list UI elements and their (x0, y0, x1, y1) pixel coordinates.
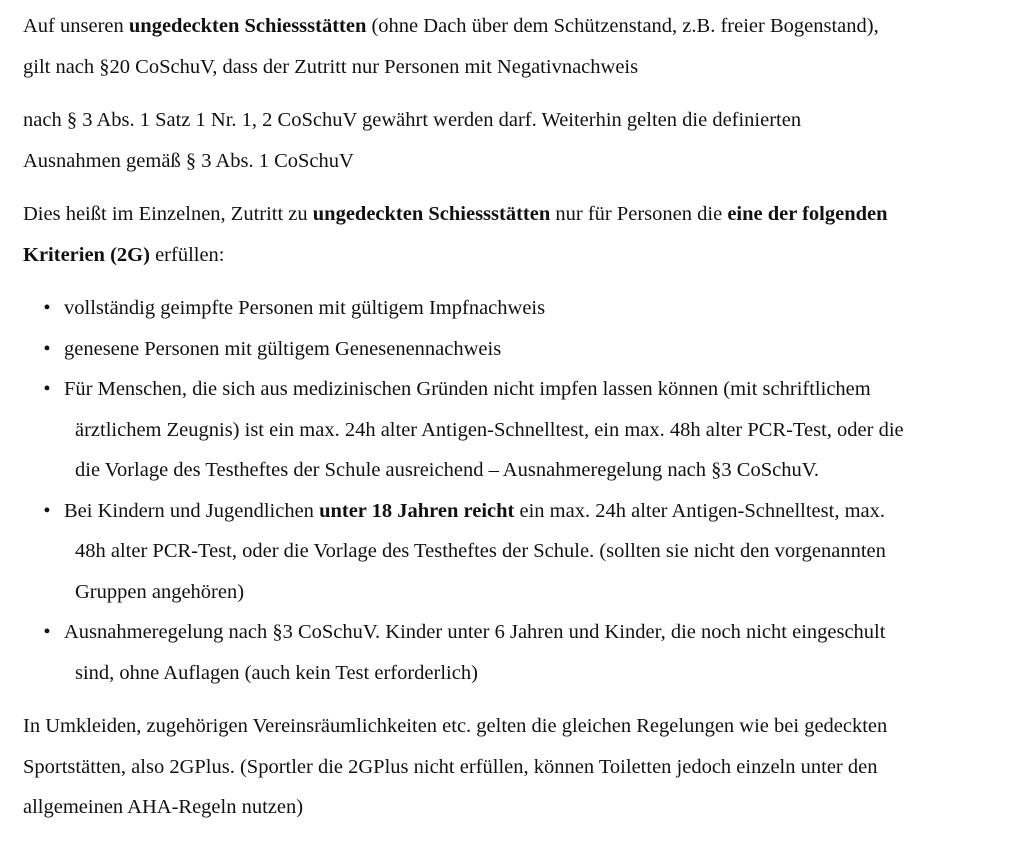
closing-line-2: Sportstätten, also 2GPlus. (Sportler die 2GPlus nicht erfüllen, können Toiletten jedoch einzeln unter den (23, 755, 878, 778)
list-item-text: genesene Personen mit gültigem Genesenennachweis (64, 337, 502, 360)
bullet-icon: • (43, 297, 51, 319)
list-item (23, 369, 1013, 491)
criteria-intro-line-2 (23, 235, 1013, 276)
bold-text: ungedeckten Schiessstätten (128, 15, 367, 37)
list-item-text: Für Menschen, die sich aus medizinischen Gründen nicht impfen lassen können (mit schriftlichem (64, 378, 871, 400)
text-span: nur für Personen die (550, 203, 728, 225)
legal-reference-paragraph (23, 100, 1013, 181)
bullet-icon: • (43, 378, 51, 400)
bold-text: ungedeckten Schiessstätten (312, 203, 551, 225)
criteria-intro-line-1 (23, 194, 1013, 235)
bullet-icon: • (43, 499, 51, 522)
list-item (23, 491, 1013, 613)
closing-line-1: In Umkleiden, zugehörigen Vereinsräumlichkeiten etc. gelten die gleichen Regelungen wie bei gedeckten (23, 715, 888, 737)
legal-line-1: nach § 3 Abs. 1 Satz 1 Nr. 1, 2 CoSchuV gewährt werden darf. Weiterhin gelten die definierten (23, 109, 802, 131)
criteria-intro-paragraph (23, 194, 1013, 275)
list-item-text: vollständig geimpfte Personen mit gültigem Impfnachweis (64, 297, 546, 319)
text-span: ein max. 24h alter Antigen-Schnelltest, max. (514, 499, 885, 522)
list-item (23, 288, 1013, 329)
list-item-text: sind, ohne Auflagen (auch kein Test erforderlich) (75, 661, 478, 684)
bold-text: unter 18 Jahren reicht (319, 499, 515, 522)
criteria-list (23, 288, 1013, 693)
text-span: Auf unseren (23, 15, 129, 37)
legal-line-2: Ausnahmen gemäß § 3 Abs. 1 CoSchuV (23, 149, 354, 172)
text-span: (ohne Dach über dem Schützenstand, z.B. freier Bogenstand), (366, 15, 879, 37)
list-item-text: Gruppen angehören) (75, 580, 245, 603)
text-span: Dies heißt im Einzelnen, Zutritt zu (23, 203, 313, 225)
bullet-icon: • (43, 337, 51, 360)
closing-paragraph (23, 706, 1013, 828)
intro-line-1 (23, 6, 1013, 47)
list-item-text: Ausnahmeregelung nach §3 CoSchuV. Kinder unter 6 Jahren und Kinder, die noch nicht eingeschult (64, 621, 886, 643)
bold-text: Kriterien (2G) (23, 243, 150, 266)
intro-paragraph (23, 6, 1013, 87)
list-item-text: die Vorlage des Testheftes der Schule ausreichend – Ausnahmeregelung nach §3 CoSchuV. (75, 459, 819, 481)
list-item (23, 329, 1013, 370)
list-item-text (64, 491, 1013, 532)
bullet-icon: • (43, 621, 51, 643)
text-span: erfüllen: (149, 243, 225, 266)
intro-line-2: gilt nach §20 CoSchuV, dass der Zutritt nur Personen mit Negativnachweis (23, 55, 639, 78)
list-item-text: ärztlichem Zeugnis) ist ein max. 24h alter Antigen-Schnelltest, ein max. 48h alter PCR-Test, oder die (75, 418, 904, 441)
list-item (23, 612, 1013, 693)
list-item-text: 48h alter PCR-Test, oder die Vorlage des Testheftes der Schule. (sollten sie nicht den vorgenannten (75, 540, 886, 562)
bold-text: eine der folgenden (727, 203, 888, 225)
closing-line-3: allgemeinen AHA-Regeln nutzen) (23, 796, 304, 818)
text-span: Bei Kindern und Jugendlichen (64, 499, 320, 522)
